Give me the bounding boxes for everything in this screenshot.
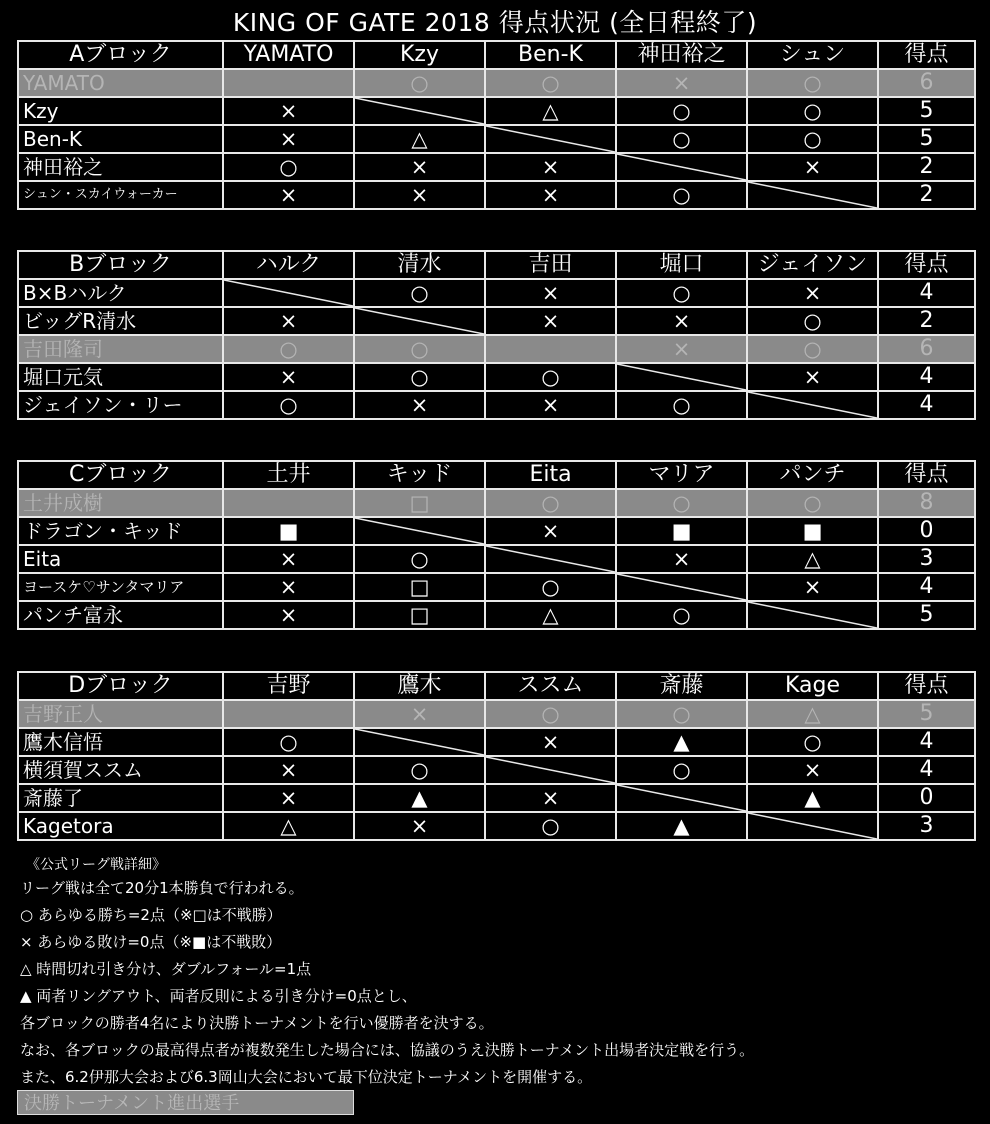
block-d-table [17, 671, 976, 841]
opponent-column-header: 斎藤 [616, 672, 747, 700]
total-score: 5 [878, 601, 975, 629]
match-result: ▲ [354, 784, 485, 812]
wrestler-name: Ben-K [18, 125, 223, 153]
match-result: ○ [354, 69, 485, 97]
wrestler-name: 堀口元気 [18, 363, 223, 391]
wrestler-row [18, 335, 975, 363]
wrestler-row [18, 391, 975, 419]
self-match-diagonal-cell [485, 756, 616, 784]
notes-line: × あらゆる敗け=0点（※■は不戦敗） [20, 933, 282, 951]
match-result: ○ [616, 391, 747, 419]
block-c-table [17, 460, 976, 630]
wrestler-row [18, 517, 975, 545]
match-result: × [223, 573, 354, 601]
match-result: ▲ [616, 812, 747, 840]
total-score: 0 [878, 517, 975, 545]
opponent-column-header: シュン [747, 41, 878, 69]
match-result: ○ [354, 363, 485, 391]
match-result: ○ [616, 125, 747, 153]
match-result: ○ [616, 756, 747, 784]
match-result: △ [485, 601, 616, 629]
wrestler-row [18, 784, 975, 812]
notes-line: 各ブロックの勝者4名により決勝トーナメントを行い優勝者を決する。 [20, 1014, 494, 1032]
wrestler-row [18, 181, 975, 209]
match-result: × [747, 573, 878, 601]
self-match-diagonal-cell [485, 335, 616, 363]
block-name: Aブロック [18, 41, 223, 69]
match-result: × [485, 391, 616, 419]
match-result: ○ [616, 601, 747, 629]
notes-line: リーグ戦は全て20分1本勝負で行われる。 [20, 879, 304, 897]
opponent-column-header: 神田裕之 [616, 41, 747, 69]
match-result: ▲ [616, 728, 747, 756]
wrestler-name: YAMATO [18, 69, 223, 97]
opponent-column-header: ススム [485, 672, 616, 700]
match-result: × [485, 784, 616, 812]
opponent-column-header: ジェイソン [747, 251, 878, 279]
wrestler-name: Eita [18, 545, 223, 573]
notes-line: ○ あらゆる勝ち=2点（※□は不戦勝） [20, 906, 282, 924]
notes-line: △ 時間切れ引き分け、ダブルフォール=1点 [20, 960, 312, 978]
match-result: ○ [616, 279, 747, 307]
match-result: ○ [616, 489, 747, 517]
wrestler-row [18, 69, 975, 97]
self-match-diagonal-cell [354, 517, 485, 545]
match-result: ○ [354, 335, 485, 363]
wrestler-row [18, 363, 975, 391]
match-result: × [223, 363, 354, 391]
block-header-row [18, 41, 975, 69]
match-result: ○ [223, 153, 354, 181]
total-score: 5 [878, 125, 975, 153]
match-result: × [747, 363, 878, 391]
block-a-table [17, 40, 976, 210]
self-match-diagonal-cell [485, 125, 616, 153]
block-header-row [18, 251, 975, 279]
match-result: ■ [747, 517, 878, 545]
score-column-header: 得点 [878, 251, 975, 279]
match-result: ○ [485, 69, 616, 97]
wrestler-name: B×Bハルク [18, 279, 223, 307]
match-result: × [747, 756, 878, 784]
wrestler-name: 神田裕之 [18, 153, 223, 181]
self-match-diagonal-cell [747, 601, 878, 629]
match-result: △ [747, 700, 878, 728]
block-b-table [17, 250, 976, 420]
self-match-diagonal-cell [223, 700, 354, 728]
match-result: × [485, 279, 616, 307]
page-title: KING OF GATE 2018 得点状況 (全日程終了) [232, 8, 758, 37]
opponent-column-header: 吉田 [485, 251, 616, 279]
total-score: 5 [878, 97, 975, 125]
wrestler-row [18, 125, 975, 153]
opponent-column-header: 吉野 [223, 672, 354, 700]
total-score: 2 [878, 307, 975, 335]
opponent-column-header: ハルク [223, 251, 354, 279]
match-result: × [747, 153, 878, 181]
match-result: ○ [747, 335, 878, 363]
self-match-diagonal-cell [354, 307, 485, 335]
opponent-column-header: パンチ [747, 461, 878, 489]
wrestler-name: シュン・スカイウォーカー [18, 181, 223, 209]
match-result: × [616, 545, 747, 573]
match-result: ○ [747, 125, 878, 153]
match-result: × [354, 391, 485, 419]
match-result: × [223, 125, 354, 153]
block-name: Dブロック [18, 672, 223, 700]
opponent-column-header: Eita [485, 461, 616, 489]
total-score: 4 [878, 756, 975, 784]
total-score: 2 [878, 181, 975, 209]
notes-line: また、6.2伊那大会および6.3岡山大会において最下位決定トーナメントを開催する。 [20, 1068, 593, 1086]
match-result: ○ [485, 489, 616, 517]
match-result: ○ [354, 545, 485, 573]
match-result: ○ [747, 97, 878, 125]
match-result: × [485, 153, 616, 181]
wrestler-name: ジェイソン・リー [18, 391, 223, 419]
match-result: × [223, 756, 354, 784]
finalist-legend: 決勝トーナメント進出選手 [17, 1090, 354, 1115]
match-result: × [747, 279, 878, 307]
wrestler-row [18, 601, 975, 629]
match-result: ▲ [747, 784, 878, 812]
total-score: 4 [878, 279, 975, 307]
wrestler-row [18, 573, 975, 601]
wrestler-row [18, 97, 975, 125]
self-match-diagonal-cell [223, 279, 354, 307]
match-result: ■ [616, 517, 747, 545]
notes-line: なお、各ブロックの最高得点者が複数発生した場合には、協議のうえ決勝トーナメント出場者決定戦を行う。 [20, 1041, 755, 1059]
opponent-column-header: 土井 [223, 461, 354, 489]
total-score: 3 [878, 545, 975, 573]
match-result: △ [354, 125, 485, 153]
match-result: □ [354, 489, 485, 517]
opponent-column-header: キッド [354, 461, 485, 489]
wrestler-row [18, 728, 975, 756]
wrestler-row [18, 279, 975, 307]
match-result: □ [354, 573, 485, 601]
wrestler-name: ビッグR清水 [18, 307, 223, 335]
match-result: △ [747, 545, 878, 573]
match-result: × [223, 181, 354, 209]
self-match-diagonal-cell [616, 153, 747, 181]
match-result: ○ [747, 69, 878, 97]
match-result: ○ [485, 700, 616, 728]
self-match-diagonal-cell [747, 812, 878, 840]
wrestler-name: 斎藤了 [18, 784, 223, 812]
wrestler-row [18, 307, 975, 335]
match-result: × [485, 181, 616, 209]
wrestler-row [18, 700, 975, 728]
wrestler-row [18, 153, 975, 181]
total-score: 0 [878, 784, 975, 812]
wrestler-name: 土井成樹 [18, 489, 223, 517]
self-match-diagonal-cell [354, 728, 485, 756]
opponent-column-header: 堀口 [616, 251, 747, 279]
match-result: ○ [616, 97, 747, 125]
wrestler-row [18, 489, 975, 517]
match-result: × [223, 545, 354, 573]
match-result: ■ [223, 517, 354, 545]
opponent-column-header: Kage [747, 672, 878, 700]
match-result: × [485, 307, 616, 335]
match-result: ○ [616, 700, 747, 728]
total-score: 6 [878, 69, 975, 97]
wrestler-name: 横須賀ススム [18, 756, 223, 784]
wrestler-row [18, 812, 975, 840]
self-match-diagonal-cell [747, 181, 878, 209]
match-result: × [616, 69, 747, 97]
wrestler-name: パンチ富永 [18, 601, 223, 629]
match-result: ○ [354, 756, 485, 784]
match-result: × [223, 784, 354, 812]
total-score: 2 [878, 153, 975, 181]
match-result: ○ [485, 363, 616, 391]
match-result: × [354, 812, 485, 840]
score-column-header: 得点 [878, 461, 975, 489]
total-score: 4 [878, 728, 975, 756]
opponent-column-header: 鷹木 [354, 672, 485, 700]
wrestler-row [18, 756, 975, 784]
total-score: 4 [878, 573, 975, 601]
block-name: Cブロック [18, 461, 223, 489]
match-result: × [223, 97, 354, 125]
match-result: × [354, 153, 485, 181]
score-column-header: 得点 [878, 672, 975, 700]
match-result: ○ [223, 391, 354, 419]
match-result: × [616, 307, 747, 335]
match-result: □ [354, 601, 485, 629]
match-result: × [485, 517, 616, 545]
wrestler-name: 鷹木信悟 [18, 728, 223, 756]
block-header-row [18, 461, 975, 489]
total-score: 5 [878, 700, 975, 728]
notes-line: ▲ 両者リングアウト、両者反則による引き分け=0点とし、 [20, 987, 417, 1005]
match-result: × [354, 181, 485, 209]
total-score: 4 [878, 391, 975, 419]
opponent-column-header: 清水 [354, 251, 485, 279]
match-result: ○ [223, 728, 354, 756]
league-notes [20, 855, 970, 1091]
self-match-diagonal-cell [747, 391, 878, 419]
block-header-row [18, 672, 975, 700]
match-result: × [354, 700, 485, 728]
total-score: 4 [878, 363, 975, 391]
wrestler-name: Kzy [18, 97, 223, 125]
match-result: × [485, 728, 616, 756]
match-result: × [616, 335, 747, 363]
notes-header: 《公式リーグ戦詳細》 [26, 857, 166, 873]
match-result: ○ [747, 489, 878, 517]
opponent-column-header: Ben-K [485, 41, 616, 69]
wrestler-name: 吉田隆司 [18, 335, 223, 363]
self-match-diagonal-cell [354, 97, 485, 125]
total-score: 3 [878, 812, 975, 840]
self-match-diagonal-cell [616, 784, 747, 812]
self-match-diagonal-cell [616, 573, 747, 601]
self-match-diagonal-cell [223, 489, 354, 517]
match-result: ○ [223, 335, 354, 363]
total-score: 8 [878, 489, 975, 517]
opponent-column-header: マリア [616, 461, 747, 489]
wrestler-name: ドラゴン・キッド [18, 517, 223, 545]
match-result: ○ [485, 573, 616, 601]
match-result: ○ [747, 728, 878, 756]
match-result: ○ [354, 279, 485, 307]
match-result: × [223, 307, 354, 335]
self-match-diagonal-cell [485, 545, 616, 573]
wrestler-name: ヨースケ♡サンタマリア [18, 573, 223, 601]
match-result: ○ [747, 307, 878, 335]
opponent-column-header: Kzy [354, 41, 485, 69]
match-result: ○ [616, 181, 747, 209]
match-result: △ [485, 97, 616, 125]
match-result: ○ [485, 812, 616, 840]
match-result: △ [223, 812, 354, 840]
wrestler-name: Kagetora [18, 812, 223, 840]
score-column-header: 得点 [878, 41, 975, 69]
self-match-diagonal-cell [223, 69, 354, 97]
wrestler-row [18, 545, 975, 573]
match-result: × [223, 601, 354, 629]
opponent-column-header: YAMATO [223, 41, 354, 69]
wrestler-name: 吉野正人 [18, 700, 223, 728]
block-name: Bブロック [18, 251, 223, 279]
self-match-diagonal-cell [616, 363, 747, 391]
total-score: 6 [878, 335, 975, 363]
